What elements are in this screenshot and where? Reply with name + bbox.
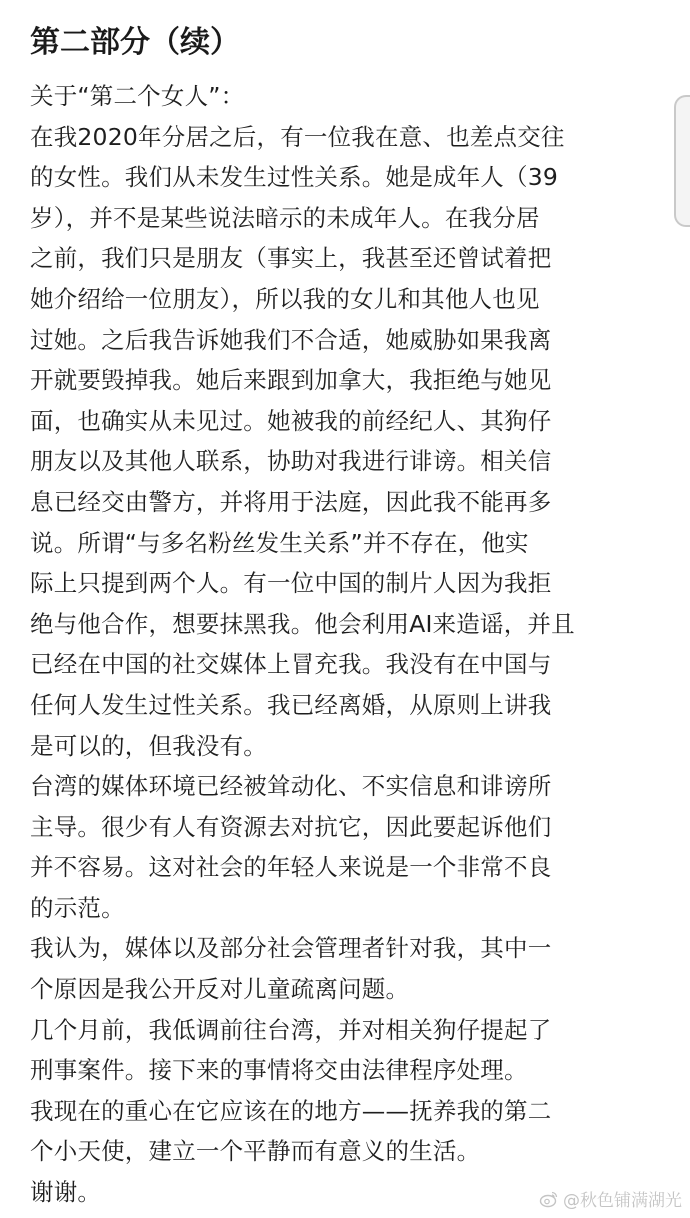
text-line: 之前，我们只是朋友（事实上，我甚至还曾试着把 [30, 244, 552, 273]
text-line: 岁），并不是某些说法暗示的未成年人。在我分居 [30, 203, 540, 232]
text-line: 在我2020年分居之后，有一位我在意、也差点交往 [30, 122, 565, 151]
text-line: 个原因是我公开反对儿童疏离问题。 [30, 975, 410, 1004]
scroll-handle[interactable] [674, 95, 690, 227]
weibo-logo-icon [539, 1189, 559, 1209]
text-line: 几个月前，我低调前往台湾，并对相关狗仔提起了 [30, 1015, 552, 1044]
text-line: 是可以的，但我没有。 [30, 731, 267, 760]
text-line: 我认为，媒体以及部分社会管理者针对我，其中一 [30, 934, 552, 963]
text-line: 我现在的重心在它应该在的地方——抚养我的第二 [30, 1096, 552, 1125]
text-line: 刑事案件。接下来的事情将交由法律程序处理。 [30, 1056, 528, 1085]
text-line: 个小天使，建立一个平静而有意义的生活。 [30, 1137, 481, 1166]
text-line: 朋友以及其他人联系，协助对我进行诽谤。相关信 [30, 447, 552, 476]
text-line: 开就要毁掉我。她后来跟到加拿大，我拒绝与她见 [30, 366, 552, 395]
text-line: 的示范。 [30, 893, 125, 922]
text-line: 说。所谓“与多名粉丝发生关系”并不存在，他实 [30, 528, 529, 557]
text-line: 际上只提到两个人。有一位中国的制片人因为我拒 [30, 569, 552, 598]
text-line: 过她。之后我告诉她我们不合适，她威胁如果我离 [30, 325, 552, 354]
text-line: 面，也确实从未见过。她被我的前经纪人、其狗仔 [30, 406, 552, 435]
text-line: 关于“第二个女人”： [30, 82, 245, 110]
text-line: 主导。很少有人有资源去对抗它，因此要起诉他们 [30, 812, 552, 841]
text-line: 已经在中国的社交媒体上冒充我。我没有在中国与 [30, 650, 552, 679]
text-line: 她介绍给一位朋友），所以我的女儿和其他人也见 [30, 284, 540, 313]
page-title: 第二部分（续） [30, 25, 240, 60]
watermark [539, 1186, 682, 1211]
text-line: 绝与他合作，想要抹黑我。他会利用AI来造谣，并且 [30, 609, 575, 638]
text-line: 任何人发生过性关系。我已经离婚，从原则上讲我 [30, 690, 552, 719]
text-line: 息已经交由警方，并将用于法庭，因此我不能再多 [30, 487, 552, 516]
text-line: 台湾的媒体环境已经被耸动化、不实信息和诽谤所 [30, 772, 552, 801]
document-body [30, 76, 670, 1213]
text-line: 谢谢。 [30, 1178, 102, 1207]
text-line: 并不容易。这对社会的年轻人来说是一个非常不良 [30, 853, 552, 882]
text-line: 的女性。我们从未发生过性关系。她是成年人（39 [30, 163, 559, 192]
watermark-text: @秋色铺满湖光 [563, 1191, 682, 1211]
